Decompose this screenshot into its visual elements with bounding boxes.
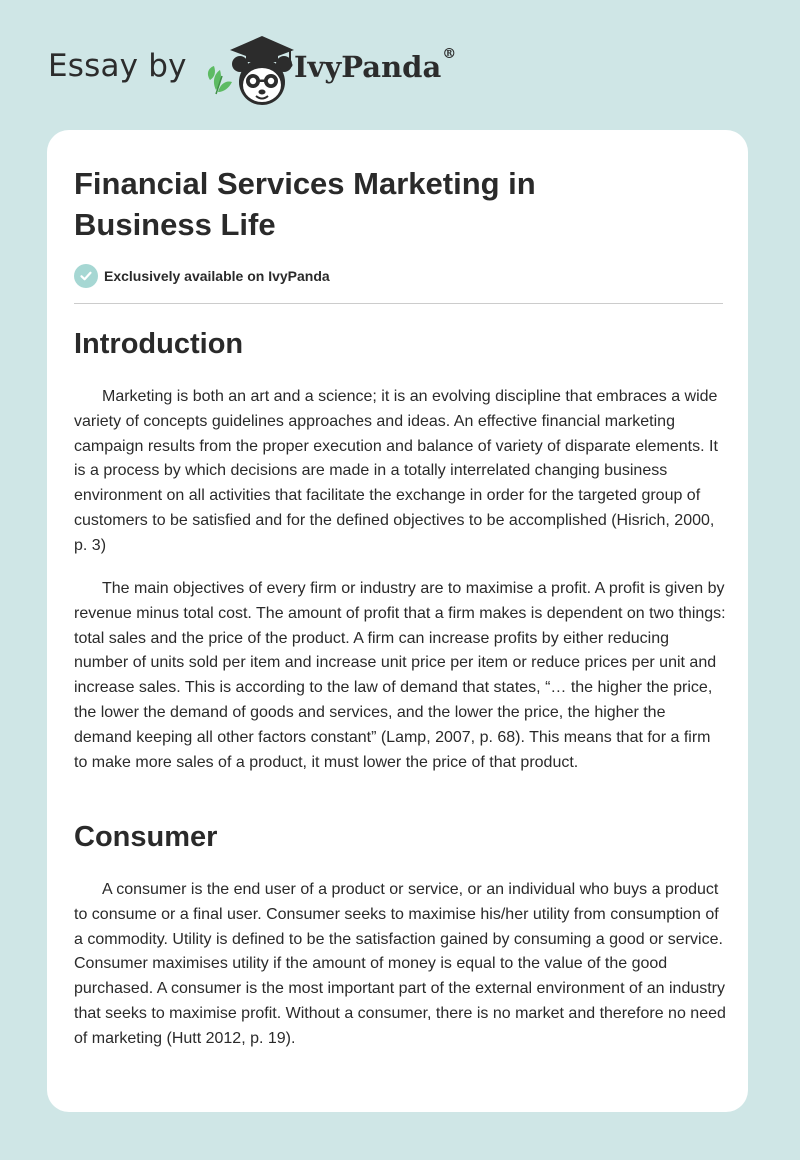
brand-name: IvyPanda® (294, 46, 457, 84)
check-circle-icon (74, 264, 98, 288)
site-brand[interactable] (48, 30, 468, 110)
paragraph: Marketing is both an art and a science; it is an evolving discipline that embraces a wide variety of concepts guidelines approaches and ideas. An effective financial marketing campaign results from the proper execution and balance of variety of disparate elements. It is a process by which decisions are made in a totally interrelated changing business environment on all activities that facilitate the exchange in order for the targeted group of customers to be satisfied and for the defined objectives to be accomplished (Hisrich, 2000, p. 3) (74, 388, 718, 554)
paragraph: A consumer is the end user of a product or service, or an individual who buys a product to consume or a final user. Consumer seeks to maximise his/her utility from consumption of a commodity. Utility is defined to be the satisfaction gained by consuming a good or service. Consumer maximises utility if the amount of money is equal to the value of the good purchased. A consumer is the most important part of the external environment of an industry that seeks to maximise profit. Without a consumer, there is no market and therefore no need of marketing (Hutt 2012, p. 19). (74, 881, 726, 1047)
page-title: Financial Services Marketing in Business Life (74, 166, 536, 242)
exclusive-badge (74, 264, 330, 288)
divider (74, 303, 723, 304)
section-heading-introduction: Introduction (74, 328, 244, 360)
article-card (47, 130, 748, 1112)
panda-graduate-icon (202, 30, 302, 110)
badge-text: Exclusively available on IvyPanda (104, 268, 330, 284)
paragraph: The main objectives of every firm or industry are to maximise a profit. A profit is given by revenue minus total cost. The amount of profit that a firm makes is dependent on two things: total sales and the price of the product. A firm can increase profits by either reducing number of units sold per item and increase unit price per item or reduce prices per unit and increase sales. This is according to the law of demand that states, “… the higher the price, the lower the demand of goods and services, and the lower the price, the higher the demand keeping all other factors constant” (Lamp, 2007, p. 68). This means that for a firm to make more sales of a product, it must lower the price of that product. (74, 580, 726, 771)
section-heading-consumer: Consumer (74, 821, 218, 853)
brand-prefix: Essay by (48, 48, 187, 84)
registered-mark: ® (442, 46, 457, 62)
